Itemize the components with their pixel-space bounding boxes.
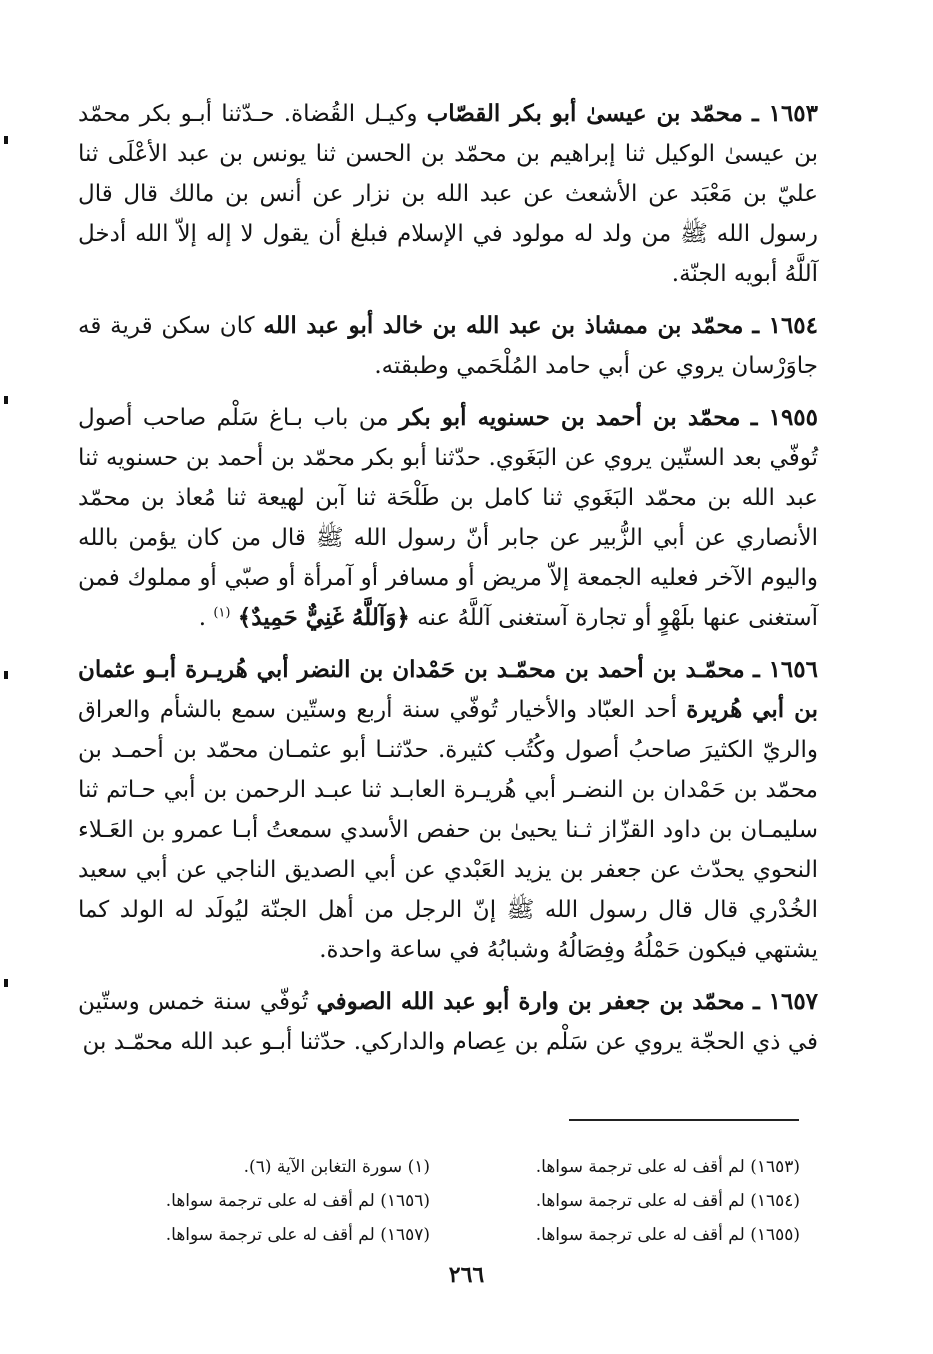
entry-body: وكيـل القُضاة. حـدّثنا أبـو بكر محمّد بن عيسىٰ الوكيل ثنا إبراهيم بن محمّد بن الحسن ثنا يونس بن عبد الأعْلَى ثنا عليّ بن مَعْبَد عن الأشعث عن عبد الله بن نزار عن أنس بن مالك قال قال رسول الله ﷺ من ولد له مولود في الإسلام فبلغ أن يقول لا إله إلاّ الله أدخل آللَّهُ أبويه الجنّة.	[78, 101, 818, 287]
entry-1653	[78, 94, 818, 294]
footnotes-left-column	[100, 1150, 430, 1252]
entry-number: ١٦٥٧ ـ	[752, 988, 819, 1015]
entry-number: ١٦٥٤ ـ	[752, 312, 819, 339]
footnote-item: (١٦٥٥) لم أقف له على ترجمة سواها.	[535, 1225, 800, 1245]
entry-number: ١٦٥٦ ـ	[752, 656, 818, 683]
margin-mark	[4, 136, 8, 144]
margin-mark	[4, 671, 8, 679]
entry-tail: .	[198, 605, 206, 631]
entry-number: ١٦٥٣ ـ	[751, 100, 819, 127]
footnote-ref: (١)	[213, 605, 231, 621]
margin-mark	[4, 979, 8, 987]
entry-1657	[78, 982, 818, 1062]
entry-1955	[78, 398, 818, 638]
footnote-item: (١٦٥٣) لم أقف له على ترجمة سواها.	[535, 1157, 800, 1177]
footnote-divider	[569, 1119, 799, 1121]
entry-heading: محمّد بن أحمد بن حسنويه أبو بكر	[398, 404, 741, 431]
entry-1656	[78, 650, 818, 970]
footnote-item: (١٦٥٧) لم أقف له على ترجمة سواها.	[165, 1225, 430, 1245]
entry-heading: محمّد بن عيسىٰ أبو بكر القصّاب	[426, 100, 743, 127]
entry-body: من باب بـاغ سَلْم صاحب أصول تُوفّي بعد الستّين يروي عن البَغَوي. حدّثنا أبو بكر محمّد بن أحمد بن حسنويه ثنا عبد الله بن محمّد البَغَوي ثنا كامل بن طَلْحَة ثنا آبن لهيعة ثنا مُعاذ بن محمّد الأنصاري عن أبي الزُّبير عن جابر أنّ رسول الله ﷺ قال من كان يؤمن بالله واليوم الآخر فعليه الجمعة إلاّ مريض أو مسافر أو آمرأة أو صبّي أو مملوك فمن آستغنى عنها بلَهْوٍ أو تجارة آستغنى آللَّهُ عنه	[78, 405, 818, 631]
quran-quote: ﴿وَآللَّهُ غَنِيٌّ حَمِيدٌ﴾	[237, 604, 410, 631]
entry-body: كان سكن قرية قه جاوَرْسان يروي عن أبي حامد المُلْحَمي وطبقته.	[78, 313, 818, 379]
entry-1654	[78, 306, 818, 386]
footnotes-right-column	[500, 1150, 800, 1252]
entry-body: تُوفّي سنة خمس وستّين في ذي الحجّة يروي عن سَلْم بن عِصام والداركي. حدّثنا أبـو عبد الله محمّـد بن	[78, 989, 818, 1055]
entry-heading: محمّد بن ممشاذ بن عبد الله بن خالد أبو عبد الله	[263, 312, 744, 339]
entry-number: ١٩٥٥ ـ	[750, 404, 819, 431]
main-text	[78, 94, 818, 1074]
page-number: ٢٦٦	[448, 1262, 485, 1288]
entry-body: أحد العبّاد والأخيار تُوفّي سنة أربع وستّين سمع بالشأم والعراق والريّ الكثيرَ صاحبُ أصول وكُتُب كثيرة. حدّثنـا أبو عثمـان محمّد بن أحمـد بن محمّد بن حَمْدان بن النضـر أبي هُريـرة العابـد ثنا عبـد الرحمن بن أبي حـاتم ثنا سليمـان بن داود القزّاز ثـنا يحيىٰ بن حفص الأسدي سمعتُ أبـا عمرو بن العَـلاء النحوي يحدّث عن جعفر بن يزيد العَبْدي عن أبي الصديق الناجي عن أبي سعيد الخُدْري قال قال رسول الله ﷺ إنّ الرجل من أهل الجنّة ليُولَد له الولد كما يشتهي فيكون حَمْلُهُ وفِصَالُهُ وشبابُهُ في ساعة واحدة.	[78, 697, 818, 963]
margin-mark	[4, 396, 8, 404]
footnote-item: (١٦٥٤) لم أقف له على ترجمة سواها.	[535, 1191, 800, 1211]
footnote-item: (١٦٥٦) لم أقف له على ترجمة سواها.	[165, 1191, 430, 1211]
entry-heading: محمّـد بن أحمد بن محمّـد بن حَمْدان بن النضر أبي هُريـرة أبـو عثمان بن أبي هُريرة	[78, 656, 819, 723]
entry-heading: محمّد بن جعفر بن وارة أبو عبد الله الصوفي	[316, 988, 745, 1015]
footnotes	[0, 1150, 933, 1250]
footnote-item: (١) سورة التغابن الآية (٦).	[243, 1157, 430, 1177]
